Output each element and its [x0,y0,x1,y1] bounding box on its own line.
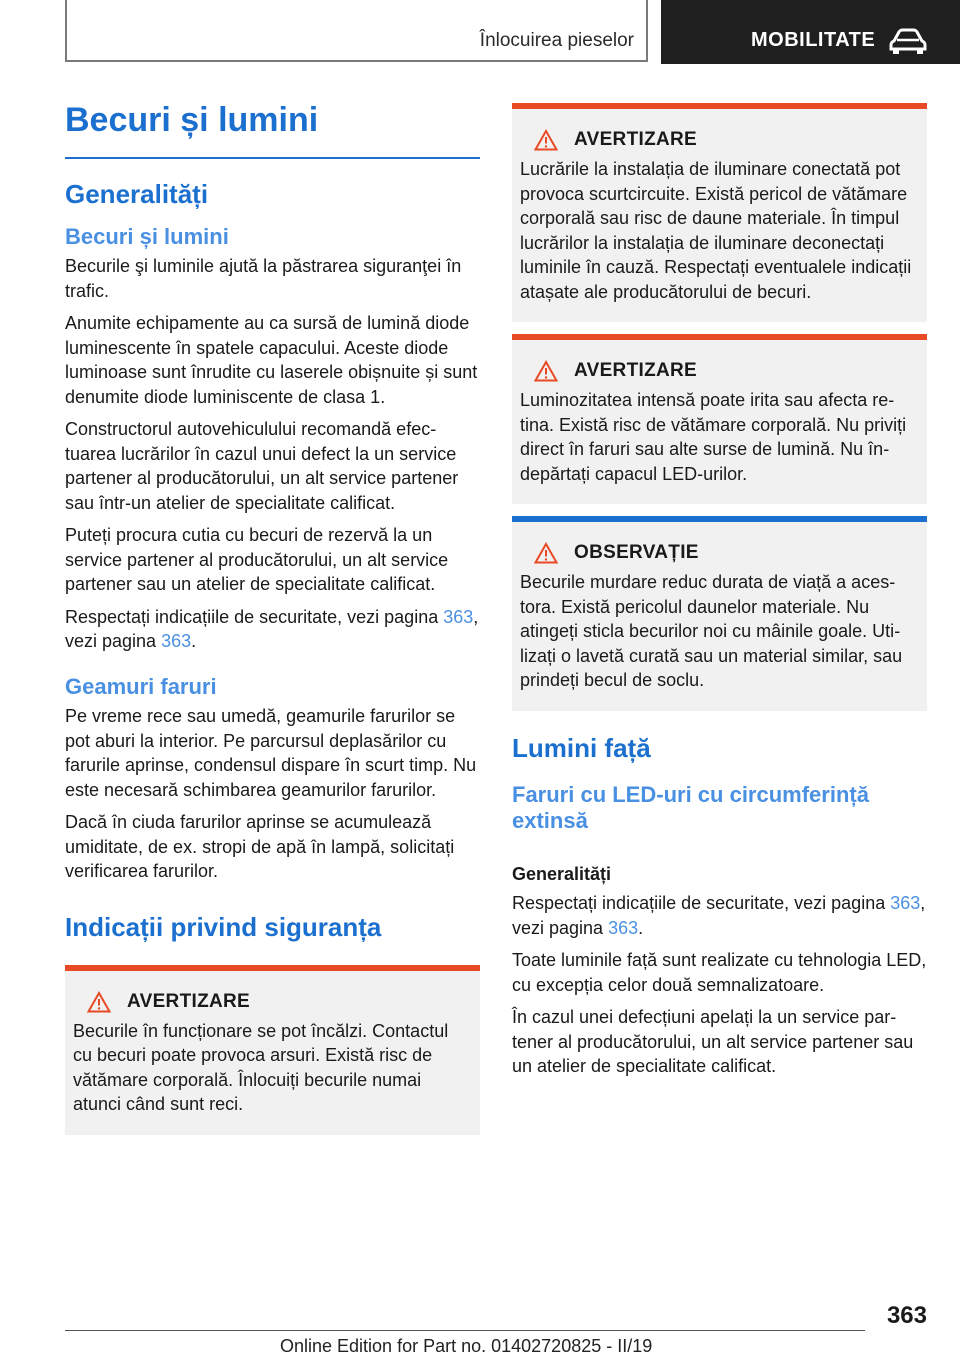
heading-general-small: Generalități [512,864,612,885]
warning-text: Luminozitatea intensă poate irita sau afecta retina. Există risc de vătămare corporală. Nu priviți direct în faruri sau alte surse de lumină. Nu îndepărtați capacul LED-urilor. [520,390,907,484]
paragraph-safety-reference: Respectați indicațiile de securitate, vezi pagina 363, vezi pagina 363. [512,893,926,938]
page-link[interactable]: 363 [608,917,639,938]
warning-title: AVERTIZARE [574,129,697,150]
paragraph: În cazul unei defecțiuni apelați la un service partener al producătorului, un alt service partener sau un atelier de specialitate calificat. [512,1007,914,1077]
warning-box [512,334,927,504]
page-number: 363 [886,1302,927,1329]
left-column [65,100,480,1153]
heading-safety-notes: Indicații privind siguranța [65,911,382,942]
note-title: OBSERVAȚIE [574,542,699,563]
warning-triangle-icon [534,129,558,151]
warning-triangle-icon [534,542,558,564]
header-chapter-title: MOBILITATE [751,29,876,51]
header-section-tab [65,0,648,62]
heading-general: Generalități [65,178,209,209]
warning-title: AVERTIZARE [574,360,697,381]
page-link[interactable]: 363 [443,606,474,627]
paragraph: Constructorul autovehiculului recomandă efectuarea lucrărilor în cazul unui defect la un service partener al producătorului, un alt service partener sau într-un atelier de specialitate calificat. [65,419,459,513]
footer-edition: Online Edition for Part no. 01402720825 - II/19 [280,1336,653,1356]
paragraph: Anumite echipamente au ca sursă de lumină diode luminescente în spatele capacului. Aceste diode luminoase sunt înrudite cu laserele obișnuite și sunt denumite diode luminiscente de clasa 1. [65,313,478,407]
warning-text: Becurile în funcționare se pot încălzi. Contactul cu becuri poate provoca arsuri. Există risc de vătămare corporală. Înlocuiți becurile numai atunci când sunt reci. [73,1020,449,1115]
paragraph: Toate luminile față sunt realizate cu tehnologia LED, cu excepția celor două semnalizatoare. [512,950,927,995]
heading-front-lights: Lumini față [512,732,651,763]
paragraph-safety-reference: Respectați indicațiile de securitate, vezi pagina 363, vezi pagina 363. [65,606,479,652]
paragraph: Pe vreme rece sau umedă, geamurile farurilor se pot aburi la interior. Pe parcursul deplasărilor cu farurile aprinse, condensul dispare în scurt timp. Nu este necesară schimbarea geamurilor farurilor. [65,706,477,800]
page-link[interactable]: 363 [161,631,192,652]
warning-box [512,103,927,322]
page-title: Becuri și lumini [65,100,480,159]
car-icon [889,27,927,55]
warning-triangle-icon [87,991,111,1013]
warning-title: AVERTIZARE [127,990,250,1012]
note-text: Becurile murdare reduc durata de viață a acestora. Există pericolul daunelor materiale. Nu atingeți sticla becurilor noi cu mâinile goale. Utilizați o lavetă curată sau un material similar, sau prindeți becul de soclu. [520,572,903,690]
heading-headlight-glass: Geamuri faruri [65,673,217,699]
header-chapter-tab [661,0,960,64]
warning-text: Lucrările la instalația de iluminare conectată pot provoca scurtcircuite. Există pericol de vătămare corporală sau risc de daune materiale. În timpul lucrărilor la instalația de iluminare deconectați luminile în cauză. Respectați eventualele indicații atașate ale producătorului de becuri. [520,159,912,302]
paragraph: Becurile şi luminile ajută la păstrarea siguranţei în trafic. [65,256,462,301]
heading-led-headlights: Faruri cu LED-uri cu circumferință extinsă [512,781,869,834]
right-column [512,103,927,1087]
warning-box [65,965,480,1135]
footer-divider [65,1330,865,1331]
paragraph: Puteți procura cutia cu becuri de rezervă la un service partener al producătorului, un alt service partener sau un atelier de specialitate calificat. [65,525,449,595]
note-box [512,516,927,711]
heading-bulbs-lights: Becuri și lumini [65,223,229,249]
paragraph: Dacă în ciuda farurilor aprinse se acumulează umiditate, de ex. stropi de apă în lampă, solicitați verificarea farurilor. [65,812,455,882]
header-section-title: Înlocuirea pieselor [479,30,634,51]
page-link[interactable]: 363 [890,893,921,914]
warning-triangle-icon [534,360,558,382]
